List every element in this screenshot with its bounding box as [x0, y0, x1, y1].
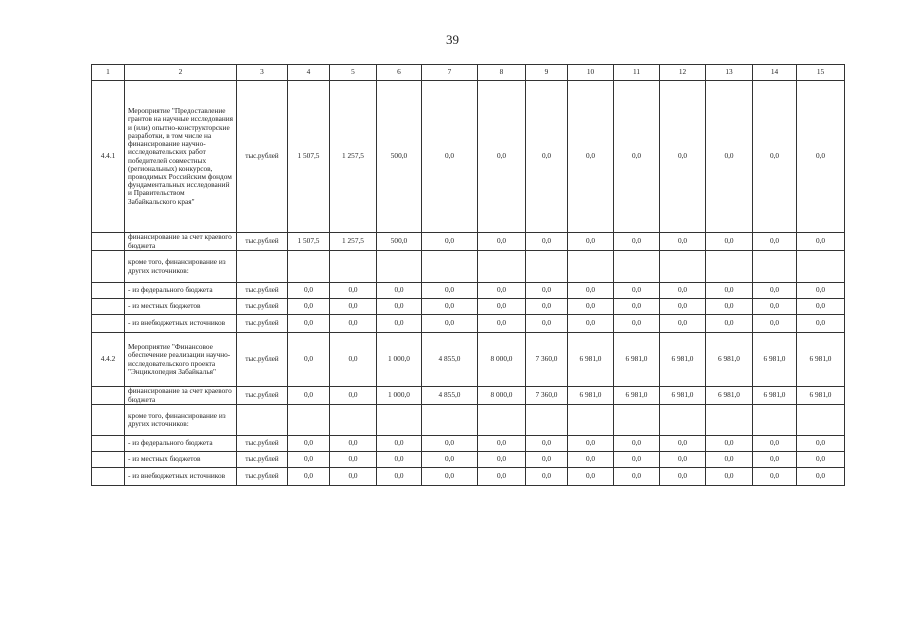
row-code [92, 436, 125, 452]
column-number: 5 [330, 65, 377, 81]
value-cell: 0,0 [706, 299, 753, 315]
row-description: - из внебюджетных источников [125, 468, 237, 486]
row-unit: тыс.рублей [237, 315, 288, 333]
column-number: 13 [706, 65, 753, 81]
value-cell: 0,0 [797, 283, 845, 299]
row-unit: тыс.рублей [237, 333, 288, 387]
value-cell: 0,0 [614, 452, 660, 468]
value-cell: 0,0 [706, 283, 753, 299]
value-cell [614, 251, 660, 283]
value-cell: 0,0 [753, 436, 797, 452]
table-row [92, 315, 845, 333]
value-cell: 0,0 [614, 283, 660, 299]
value-cell: 0,0 [797, 468, 845, 486]
column-number: 3 [237, 65, 288, 81]
value-cell: 0,0 [478, 283, 526, 299]
value-cell: 0,0 [478, 81, 526, 233]
value-cell [568, 251, 614, 283]
value-cell: 0,0 [660, 283, 706, 299]
value-cell: 0,0 [288, 452, 330, 468]
row-unit: тыс.рублей [237, 283, 288, 299]
value-cell: 0,0 [377, 436, 422, 452]
value-cell: 0,0 [422, 436, 478, 452]
row-code [92, 468, 125, 486]
column-number: 11 [614, 65, 660, 81]
value-cell: 0,0 [478, 299, 526, 315]
row-description: финансирование за счет краевого бюджета [125, 387, 237, 405]
value-cell: 0,0 [330, 315, 377, 333]
column-number: 2 [125, 65, 237, 81]
column-number: 14 [753, 65, 797, 81]
value-cell: 8 000,0 [478, 333, 526, 387]
value-cell: 0,0 [614, 315, 660, 333]
value-cell [568, 405, 614, 436]
row-unit: тыс.рублей [237, 299, 288, 315]
value-cell: 0,0 [478, 315, 526, 333]
value-cell [753, 405, 797, 436]
value-cell: 0,0 [753, 283, 797, 299]
value-cell: 0,0 [478, 452, 526, 468]
value-cell [706, 251, 753, 283]
value-cell: 0,0 [753, 233, 797, 251]
value-cell: 0,0 [660, 233, 706, 251]
value-cell: 0,0 [797, 452, 845, 468]
value-cell: 6 981,0 [568, 333, 614, 387]
value-cell: 500,0 [377, 81, 422, 233]
value-cell: 0,0 [568, 315, 614, 333]
value-cell: 0,0 [660, 81, 706, 233]
value-cell [288, 251, 330, 283]
value-cell: 0,0 [706, 315, 753, 333]
row-code [92, 299, 125, 315]
value-cell: 0,0 [614, 436, 660, 452]
value-cell: 7 360,0 [526, 333, 568, 387]
value-cell: 0,0 [660, 315, 706, 333]
value-cell: 0,0 [288, 283, 330, 299]
column-number: 12 [660, 65, 706, 81]
value-cell: 0,0 [660, 299, 706, 315]
value-cell: 0,0 [526, 81, 568, 233]
value-cell: 0,0 [330, 387, 377, 405]
table-row [92, 333, 845, 387]
value-cell: 0,0 [568, 468, 614, 486]
row-description: кроме того, финансирование из других источников: [125, 251, 237, 283]
value-cell [706, 405, 753, 436]
row-unit: тыс.рублей [237, 387, 288, 405]
table-row [92, 283, 845, 299]
value-cell [526, 251, 568, 283]
table-row [92, 387, 845, 405]
value-cell: 0,0 [288, 333, 330, 387]
row-code: 4.4.1 [92, 81, 125, 233]
table-row [92, 299, 845, 315]
column-number: 15 [797, 65, 845, 81]
column-number: 9 [526, 65, 568, 81]
value-cell [660, 405, 706, 436]
row-description: - из местных бюджетов [125, 299, 237, 315]
value-cell: 0,0 [422, 468, 478, 486]
value-cell: 0,0 [526, 468, 568, 486]
row-description: финансирование за счет краевого бюджета [125, 233, 237, 251]
value-cell: 0,0 [568, 299, 614, 315]
row-unit: тыс.рублей [237, 436, 288, 452]
budget-table [91, 64, 845, 486]
row-unit [237, 405, 288, 436]
value-cell: 6 981,0 [614, 387, 660, 405]
row-code: 4.4.2 [92, 333, 125, 387]
value-cell: 6 981,0 [797, 333, 845, 387]
value-cell: 0,0 [288, 436, 330, 452]
table-row [92, 251, 845, 283]
value-cell: 0,0 [377, 468, 422, 486]
value-cell: 0,0 [288, 299, 330, 315]
value-cell: 0,0 [330, 283, 377, 299]
value-cell: 500,0 [377, 233, 422, 251]
value-cell: 6 981,0 [753, 333, 797, 387]
column-number: 8 [478, 65, 526, 81]
value-cell: 1 507,5 [288, 81, 330, 233]
value-cell: 0,0 [660, 436, 706, 452]
value-cell: 0,0 [753, 468, 797, 486]
row-description: Мероприятие "Финансовое обеспечение реализации научно-исследовательского проекта "Энциклопедия Забайкалья" [125, 333, 237, 387]
table-row [92, 81, 845, 233]
value-cell: 1 257,5 [330, 81, 377, 233]
row-code [92, 387, 125, 405]
value-cell: 6 981,0 [706, 387, 753, 405]
value-cell: 0,0 [797, 81, 845, 233]
value-cell: 0,0 [568, 436, 614, 452]
value-cell: 0,0 [706, 452, 753, 468]
value-cell: 0,0 [753, 81, 797, 233]
value-cell: 0,0 [377, 283, 422, 299]
value-cell: 0,0 [797, 299, 845, 315]
value-cell: 0,0 [797, 436, 845, 452]
value-cell: 0,0 [568, 283, 614, 299]
row-code [92, 233, 125, 251]
value-cell: 6 981,0 [660, 387, 706, 405]
value-cell [422, 251, 478, 283]
row-unit: тыс.рублей [237, 452, 288, 468]
value-cell: 0,0 [526, 233, 568, 251]
table-row [92, 233, 845, 251]
value-cell: 0,0 [422, 233, 478, 251]
value-cell [478, 405, 526, 436]
row-description: - из внебюджетных источников [125, 315, 237, 333]
value-cell [526, 405, 568, 436]
value-cell: 4 855,0 [422, 333, 478, 387]
value-cell: 0,0 [706, 81, 753, 233]
value-cell: 0,0 [526, 283, 568, 299]
row-description: - из местных бюджетов [125, 452, 237, 468]
value-cell: 0,0 [660, 452, 706, 468]
value-cell: 0,0 [753, 315, 797, 333]
value-cell: 0,0 [706, 233, 753, 251]
row-description: Мероприятие "Предоставление грантов на научные исследования и (или) опытно-конструкторские разработки, в том числе на финансирование научно-исследовательских работ победителей совместных (региональных) конкурсов, проводимых Российским фондом фундаментальных исследований и Правительством Забайкальского края" [125, 81, 237, 233]
value-cell: 0,0 [288, 468, 330, 486]
row-unit: тыс.рублей [237, 468, 288, 486]
value-cell: 1 257,5 [330, 233, 377, 251]
value-cell [330, 251, 377, 283]
value-cell: 0,0 [660, 468, 706, 486]
value-cell: 7 360,0 [526, 387, 568, 405]
row-code [92, 315, 125, 333]
value-cell: 0,0 [526, 315, 568, 333]
value-cell: 0,0 [422, 81, 478, 233]
value-cell: 0,0 [377, 299, 422, 315]
value-cell: 0,0 [422, 452, 478, 468]
value-cell: 0,0 [568, 233, 614, 251]
value-cell [377, 251, 422, 283]
column-number: 4 [288, 65, 330, 81]
value-cell: 0,0 [706, 436, 753, 452]
row-unit: тыс.рублей [237, 81, 288, 233]
value-cell [797, 251, 845, 283]
value-cell: 0,0 [753, 299, 797, 315]
value-cell: 0,0 [422, 283, 478, 299]
value-cell: 0,0 [330, 452, 377, 468]
row-code [92, 283, 125, 299]
value-cell: 0,0 [377, 315, 422, 333]
value-cell: 0,0 [422, 299, 478, 315]
value-cell: 1 507,5 [288, 233, 330, 251]
value-cell: 0,0 [377, 452, 422, 468]
value-cell: 0,0 [478, 468, 526, 486]
value-cell: 1 000,0 [377, 333, 422, 387]
value-cell: 0,0 [526, 436, 568, 452]
table-row [92, 436, 845, 452]
value-cell: 4 855,0 [422, 387, 478, 405]
value-cell: 0,0 [330, 299, 377, 315]
row-description: кроме того, финансирование из других источников: [125, 405, 237, 436]
value-cell: 0,0 [614, 299, 660, 315]
value-cell: 0,0 [330, 468, 377, 486]
value-cell: 6 981,0 [706, 333, 753, 387]
value-cell: 6 981,0 [614, 333, 660, 387]
value-cell: 0,0 [753, 452, 797, 468]
value-cell: 6 981,0 [797, 387, 845, 405]
value-cell [753, 251, 797, 283]
table-row [92, 405, 845, 436]
table-row [92, 452, 845, 468]
value-cell: 0,0 [706, 468, 753, 486]
value-cell: 0,0 [422, 315, 478, 333]
value-cell [422, 405, 478, 436]
value-cell: 1 000,0 [377, 387, 422, 405]
value-cell: 8 000,0 [478, 387, 526, 405]
value-cell [377, 405, 422, 436]
row-code [92, 452, 125, 468]
value-cell: 0,0 [614, 233, 660, 251]
column-number: 1 [92, 65, 125, 81]
value-cell: 6 981,0 [568, 387, 614, 405]
value-cell: 0,0 [526, 452, 568, 468]
row-unit [237, 251, 288, 283]
row-code [92, 251, 125, 283]
header-row [92, 65, 845, 81]
value-cell: 0,0 [288, 315, 330, 333]
table-row [92, 468, 845, 486]
value-cell: 0,0 [526, 299, 568, 315]
value-cell: 0,0 [797, 233, 845, 251]
row-unit: тыс.рублей [237, 233, 288, 251]
value-cell: 0,0 [614, 468, 660, 486]
value-cell [614, 405, 660, 436]
row-description: - из федерального бюджета [125, 283, 237, 299]
value-cell: 0,0 [478, 233, 526, 251]
value-cell: 0,0 [288, 387, 330, 405]
value-cell: 0,0 [797, 315, 845, 333]
column-number: 6 [377, 65, 422, 81]
column-number: 10 [568, 65, 614, 81]
value-cell [478, 251, 526, 283]
column-number: 7 [422, 65, 478, 81]
value-cell [660, 251, 706, 283]
value-cell: 0,0 [614, 81, 660, 233]
page-number: 39 [446, 32, 459, 47]
value-cell: 6 981,0 [753, 387, 797, 405]
row-code [92, 405, 125, 436]
value-cell: 6 981,0 [660, 333, 706, 387]
value-cell: 0,0 [330, 333, 377, 387]
value-cell: 0,0 [478, 436, 526, 452]
value-cell: 0,0 [330, 436, 377, 452]
value-cell: 0,0 [568, 452, 614, 468]
row-description: - из федерального бюджета [125, 436, 237, 452]
value-cell: 0,0 [568, 81, 614, 233]
value-cell [288, 405, 330, 436]
value-cell [797, 405, 845, 436]
value-cell [330, 405, 377, 436]
